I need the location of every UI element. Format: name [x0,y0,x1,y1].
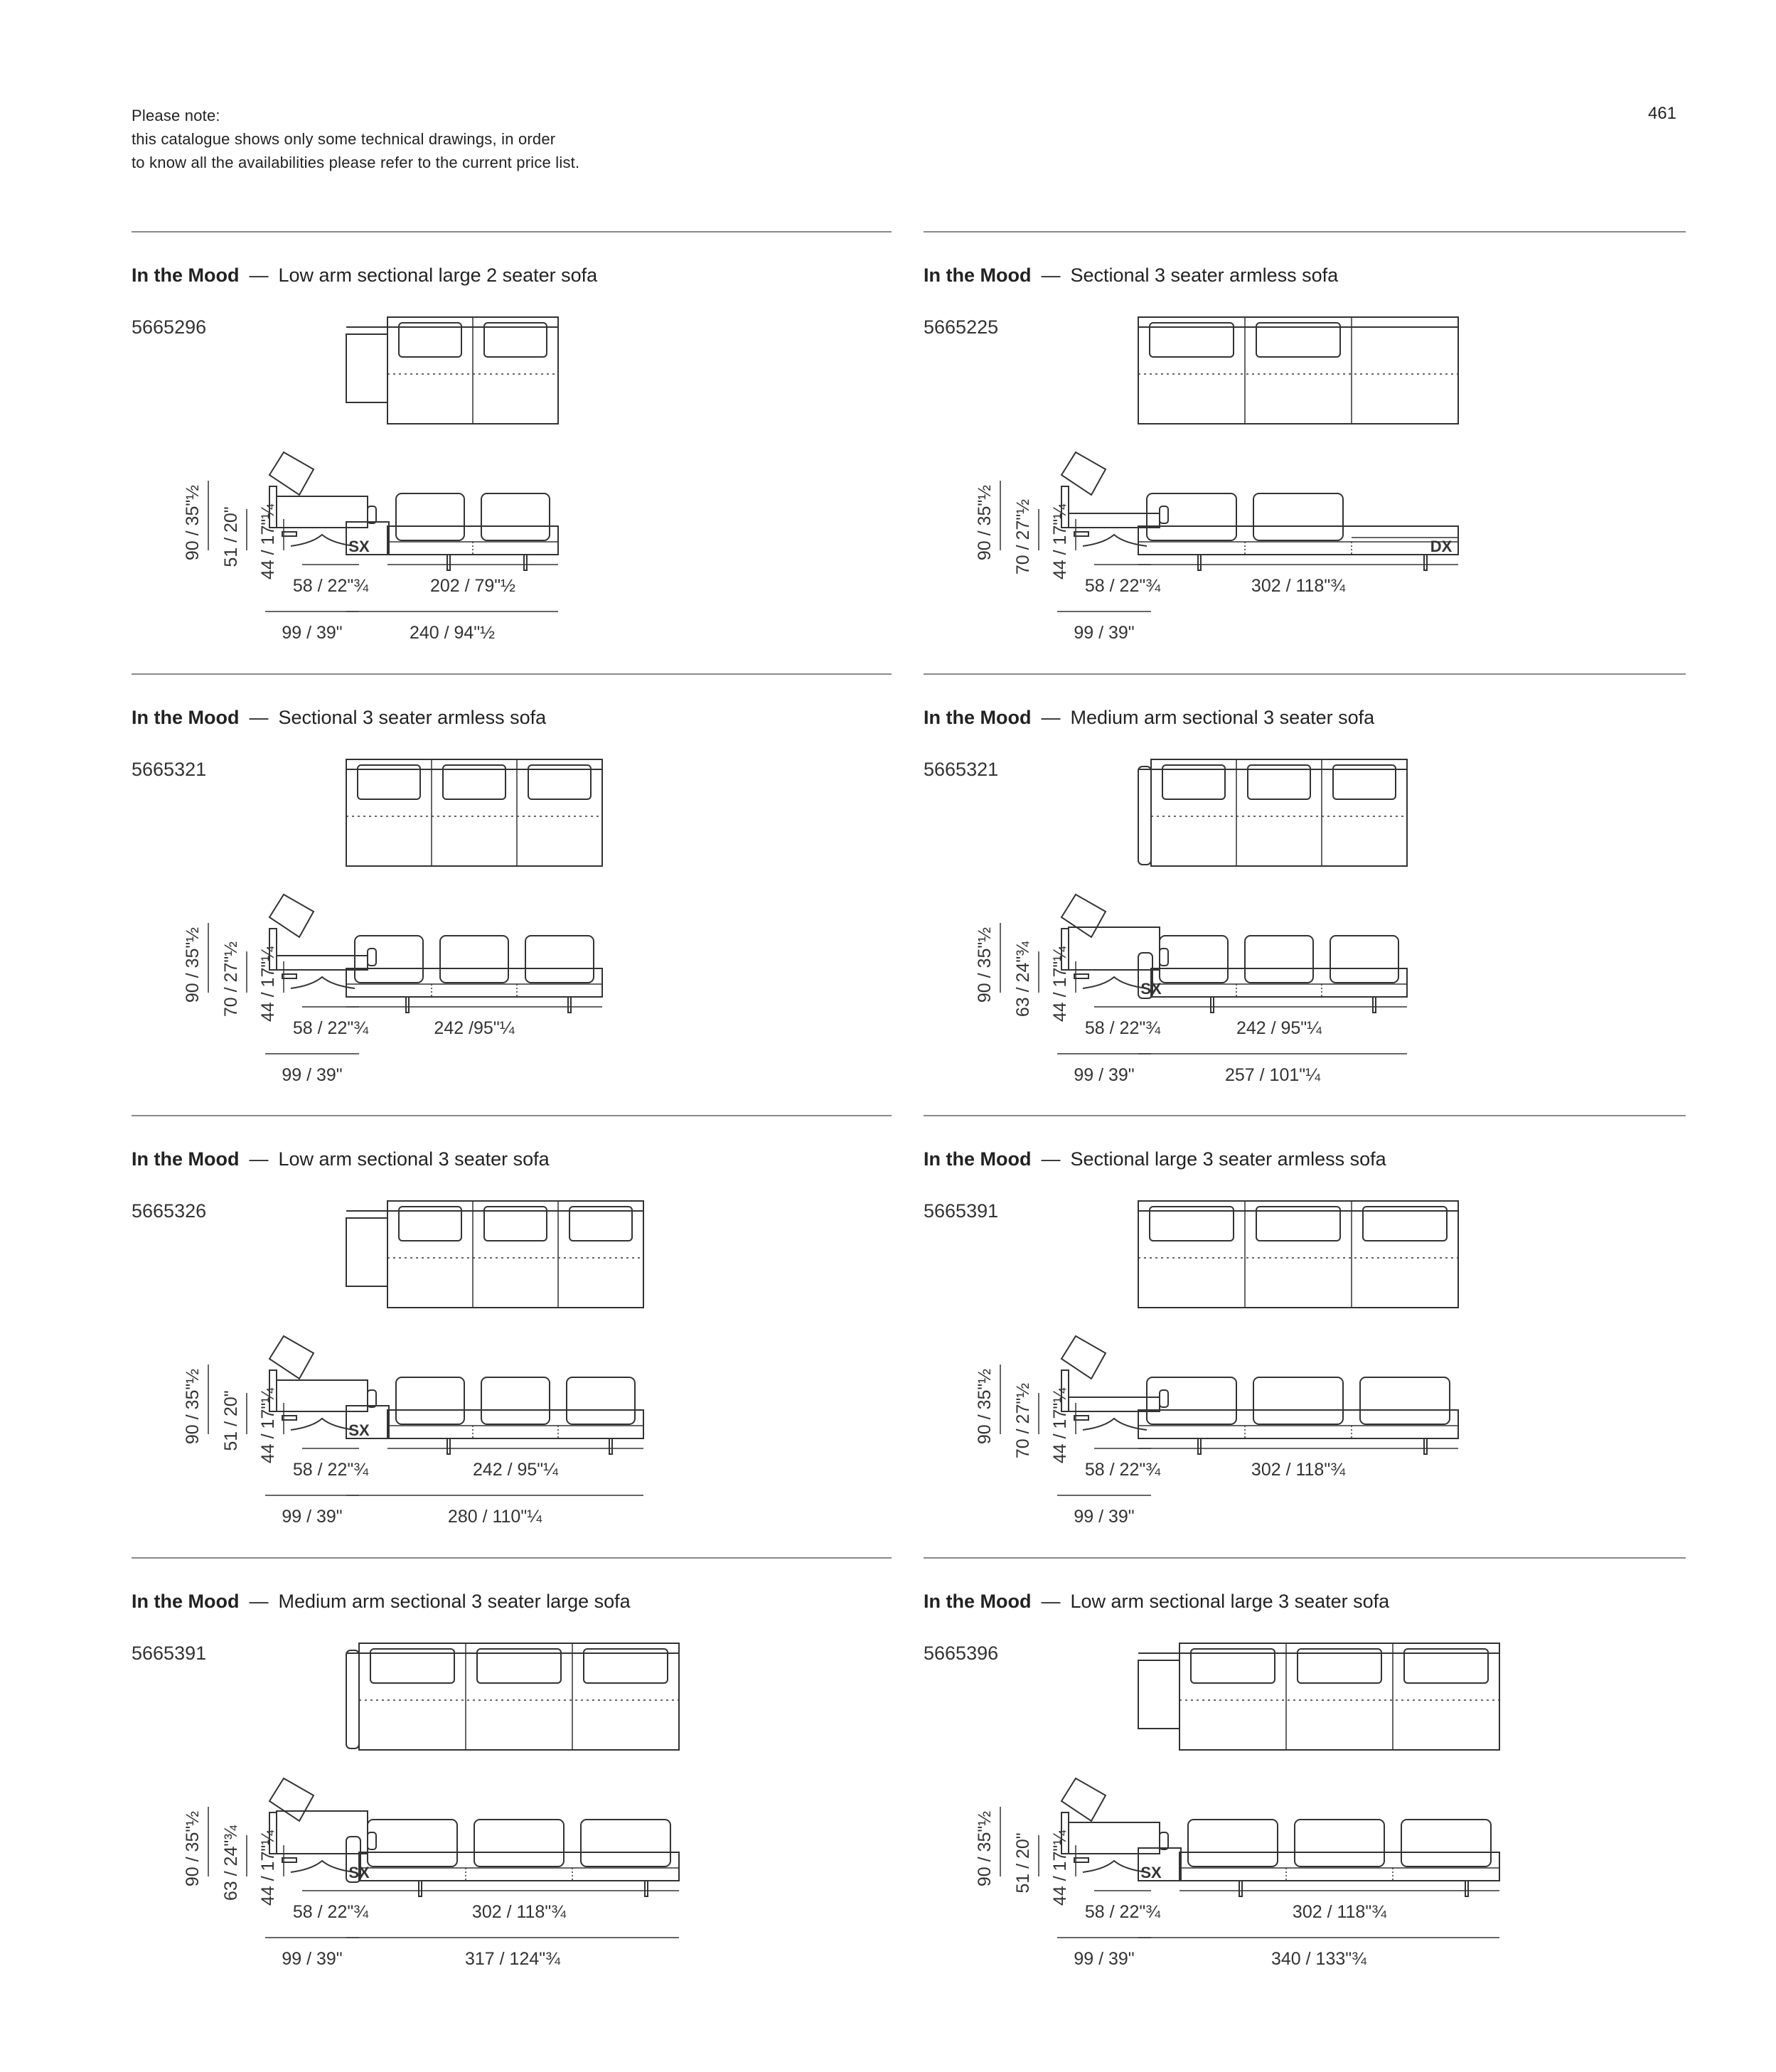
plan-back-cushion [484,323,547,357]
section-divider [924,231,1686,233]
brand-name: In the Mood [924,1148,1032,1170]
side-base-leg [1083,977,1147,988]
page-number: 461 [1647,104,1676,123]
plan-seat-frame [387,1201,643,1308]
front-leg [1424,555,1427,570]
side-base-leg [291,1861,355,1872]
technical-drawing [122,1118,894,1559]
sx-dx-tag: SX [348,1864,370,1881]
side-foot [1074,1858,1088,1862]
technical-drawing [122,235,894,675]
width-label: 302 / 118"¾ [1251,576,1346,596]
front-view [346,493,558,570]
note-line-1: Please note: [132,107,220,124]
plan-seat-frame [1151,759,1407,866]
title-dash: — [249,265,269,286]
brand-name: In the Mood [924,707,1032,728]
sx-dx-tag: SX [348,538,370,555]
product-name: Low arm sectional 3 seater sofa [278,1148,550,1170]
depth-label: 58 / 22"¾ [292,576,369,596]
side-view [183,452,376,643]
height-label: 51 / 20" [221,506,241,567]
plan-back-cushion [1191,1649,1275,1683]
product-panel [132,235,894,675]
width-label: 242 /95"¼ [434,1018,515,1038]
product-name: Sectional large 3 seater armless sofa [1070,1148,1386,1170]
depth-label: 99 / 39" [1074,1065,1135,1085]
front-leg [568,997,571,1013]
height-label: 90 / 35"½ [975,1810,995,1887]
depth-label: 99 / 39" [1074,1949,1135,1969]
depth-label: 58 / 22"¾ [1084,1460,1161,1480]
width-label: 257 / 101"¼ [1225,1065,1320,1085]
brand-name: In the Mood [132,1148,240,1170]
product-code: 5665321 [132,759,207,780]
side-base-leg [291,1419,355,1430]
product-name: Low arm sectional large 3 seater sofa [1070,1591,1390,1612]
front-leg [447,555,450,570]
side-view [975,452,1168,643]
width-label: 302 / 118"¾ [1251,1460,1346,1480]
sx-dx-tag: SX [1140,1864,1162,1881]
depth-label: 99 / 39" [282,1065,343,1085]
technical-drawing [914,1118,1686,1559]
front-view [1138,1820,1499,1896]
plan-back-cushion [484,1207,547,1241]
side-view [183,1336,376,1527]
side-seat-body [277,496,368,528]
plan-view [1138,1643,1499,1750]
height-label: 51 / 20" [221,1390,241,1451]
brand-name: In the Mood [132,707,240,728]
front-leg [1198,1438,1201,1454]
front-leg [419,1881,422,1896]
side-front-cap [368,506,376,523]
brand-name: In the Mood [924,1591,1032,1612]
note-line-2: this catalogue shows only some technical drawings, in order [132,130,556,148]
front-back-cushion [567,1377,635,1424]
plan-back-cushion [399,1207,461,1241]
front-back-cushion [581,1820,670,1867]
side-foot [1074,532,1088,536]
front-back-cushion [396,493,464,540]
plan-back-cushion [584,1649,668,1683]
front-leg [524,555,527,570]
front-back-cushion [440,936,508,983]
plan-back-cushion [1363,1207,1447,1241]
depth-label: 58 / 22"¾ [1084,576,1161,596]
product-panel [924,1561,1686,2002]
front-leg [645,1881,648,1896]
product-panel [132,1561,894,2002]
product-code: 5665326 [132,1200,207,1222]
product-code: 5665296 [132,316,207,338]
width-label: 280 / 110"¼ [447,1507,542,1527]
side-view [183,1778,376,1969]
title-dash: — [249,1591,269,1612]
front-view [1138,1377,1458,1454]
plan-back-cushion [1162,765,1225,799]
front-back-cushion [1360,1377,1450,1424]
front-back-cushion [525,936,594,983]
front-view [346,1377,643,1454]
product-panel [132,1118,894,1559]
front-leg [609,1438,612,1454]
width-label: 302 / 118"¾ [1292,1902,1387,1922]
catalogue-note [132,104,579,174]
front-back-cushion [1188,1820,1278,1867]
plan-side-block [346,1218,387,1286]
plan-view [346,1643,679,1750]
side-front-cap [1160,506,1168,523]
sx-dx-tag: SX [348,1421,370,1439]
height-label: 44 / 17"¼ [1050,503,1070,580]
product-panel [924,1118,1686,1559]
plan-back-cushion [528,765,591,799]
plan-arm [1138,767,1151,865]
side-base-leg [291,535,355,546]
title-dash: — [1041,1591,1061,1612]
section-divider [132,231,892,233]
plan-view [346,1201,643,1308]
front-back-cushion [1330,936,1398,983]
side-front-cap [1160,1832,1168,1849]
height-label: 44 / 17"¼ [1050,1387,1070,1464]
width-label: 302 / 118"¾ [471,1902,567,1922]
height-label: 44 / 17"¼ [1050,1830,1070,1906]
plan-back-cushion [370,1649,454,1683]
height-label: 51 / 20" [1013,1832,1033,1894]
height-label: 90 / 35"½ [183,1368,203,1445]
product-name: Sectional 3 seater armless sofa [278,707,547,728]
side-front-cap [368,949,376,966]
front-back-cushion [474,1820,564,1867]
product-name: Medium arm sectional 3 seater large sofa [278,1591,631,1612]
plan-back-cushion [358,765,420,799]
technical-drawing [914,677,1686,1118]
height-label: 70 / 27"½ [1013,498,1033,575]
width-label: 317 / 124"¾ [465,1949,560,1969]
front-back-cushion [481,1377,550,1424]
front-back-cushion [1253,493,1343,540]
product-code: 5665396 [924,1643,999,1664]
height-label: 90 / 35"½ [183,1810,203,1887]
side-foot [1074,974,1088,978]
side-seat-body [1069,1822,1160,1854]
plan-side-block [346,334,387,402]
plan-back-cushion [477,1649,561,1683]
technical-drawing [914,235,1686,675]
product-code: 5665391 [924,1200,999,1222]
title-dash: — [1041,265,1061,286]
height-label: 90 / 35"½ [975,1368,995,1445]
depth-label: 58 / 22"¾ [292,1460,369,1480]
plan-back-cushion [1248,765,1310,799]
side-front-cap [368,1832,376,1849]
height-label: 70 / 27"½ [1013,1382,1033,1459]
plan-view [1138,1201,1458,1308]
sx-dx-tag: DX [1430,538,1453,555]
side-seat-body [277,1380,368,1411]
height-label: 44 / 17"¼ [1050,946,1070,1022]
height-label: 90 / 35"½ [183,484,203,561]
front-leg [1211,997,1214,1013]
depth-label: 99 / 39" [282,1949,343,1969]
plan-back-cushion [1333,765,1396,799]
width-label: 240 / 94"½ [409,623,496,643]
front-back-cushion [355,936,423,983]
plan-back-cushion [1404,1649,1488,1683]
height-label: 90 / 35"½ [975,484,995,561]
side-base-leg [1083,1861,1147,1872]
title-dash: — [1041,1148,1061,1170]
side-foot [282,532,296,536]
product-panel [924,677,1686,1118]
height-label: 44 / 17"¼ [258,1387,278,1464]
depth-label: 58 / 22"¾ [1084,1018,1161,1038]
side-foot [1074,1416,1088,1420]
plan-view [346,759,602,866]
front-back-cushion [481,493,550,540]
front-back-cushion [1401,1820,1491,1867]
front-back-cushion [1253,1377,1343,1424]
width-label: 242 / 95"¼ [1236,1018,1322,1038]
product-name: Low arm sectional large 2 seater sofa [278,265,598,286]
front-leg [447,1438,450,1454]
front-leg [1424,1438,1427,1454]
plan-seat-frame [346,759,602,866]
width-label: 242 / 95"¼ [472,1460,559,1480]
side-front-cap [1160,1390,1168,1407]
side-front-cap [368,1390,376,1407]
sx-dx-tag: SX [1140,980,1162,998]
side-foot [282,1416,296,1420]
side-view [183,895,376,1085]
depth-label: 58 / 22"¾ [1084,1902,1161,1922]
plan-seat-frame [1138,1201,1458,1308]
plan-back-cushion [1298,1649,1381,1683]
plan-view [1138,317,1458,424]
plan-seat-frame [1138,317,1458,424]
side-base-leg [1083,1419,1147,1430]
width-label: 340 / 133"¾ [1271,1949,1366,1969]
height-label: 70 / 27"½ [221,941,241,1018]
front-back-cushion [1160,936,1228,983]
front-back-cushion [1295,1820,1384,1867]
front-back-cushion [368,1820,457,1867]
product-code: 5665321 [924,759,999,780]
front-view [346,1820,679,1896]
depth-label: 58 / 22"¾ [292,1018,369,1038]
height-label: 90 / 35"½ [975,926,995,1003]
plan-back-cushion [399,323,461,357]
product-code: 5665391 [132,1643,207,1664]
side-front-cap [1160,949,1168,966]
plan-back-cushion [569,1207,632,1241]
height-label: 44 / 17"¼ [258,946,278,1022]
front-view [1138,936,1407,1013]
height-label: 63 / 24"¾ [1013,941,1033,1018]
side-foot [282,974,296,978]
plan-back-cushion [1256,1207,1340,1241]
title-dash: — [1041,707,1061,728]
plan-back-cushion [443,765,505,799]
side-view [975,1336,1168,1527]
title-dash: — [249,1148,269,1170]
brand-name: In the Mood [132,1591,240,1612]
depth-label: 58 / 22"¾ [292,1902,369,1922]
depth-label: 99 / 39" [1074,1507,1135,1527]
depth-label: 99 / 39" [282,623,343,643]
title-dash: — [249,707,269,728]
product-name: Medium arm sectional 3 seater sofa [1070,707,1375,728]
technical-drawing [122,677,894,1118]
plan-seat-frame [1179,1643,1499,1750]
width-label: 202 / 79"½ [429,576,516,596]
plan-side-block [1138,1660,1179,1729]
plan-view [1138,759,1407,866]
product-name: Sectional 3 seater armless sofa [1070,265,1339,286]
note-line-3: to know all the availabilities please refer to the current price list. [132,154,580,171]
height-label: 63 / 24"¾ [221,1825,241,1901]
brand-name: In the Mood [132,265,240,286]
side-base-leg [1083,535,1147,546]
plan-back-cushion [1150,1207,1234,1241]
front-leg [1239,1881,1242,1896]
front-leg [1465,1881,1468,1896]
front-leg [1373,997,1376,1013]
plan-back-cushion [1256,323,1340,357]
brand-name: In the Mood [924,265,1032,286]
plan-view [346,317,558,424]
product-panel [132,677,894,1118]
product-panel [924,235,1686,675]
technical-drawing [122,1561,894,2002]
depth-label: 99 / 39" [1074,623,1135,643]
side-view [975,1778,1168,1969]
plan-seat-frame [359,1643,679,1750]
plan-back-cushion [1150,323,1234,357]
technical-drawing [914,1561,1686,2002]
side-base-leg [291,977,355,988]
front-leg [1198,555,1201,570]
side-foot [282,1858,296,1862]
side-view [975,895,1168,1085]
front-view [346,936,602,1013]
height-label: 44 / 17"¼ [258,1830,278,1906]
side-seat-body [1069,927,1160,970]
front-view [1138,493,1458,570]
front-back-cushion [396,1377,464,1424]
side-seat-body [277,1811,368,1854]
front-leg [406,997,409,1013]
height-label: 44 / 17"¼ [258,503,278,580]
plan-arm [346,1650,359,1748]
product-code: 5665225 [924,316,999,338]
front-back-cushion [1245,936,1313,983]
height-label: 90 / 35"½ [183,926,203,1003]
depth-label: 99 / 39" [282,1507,343,1527]
